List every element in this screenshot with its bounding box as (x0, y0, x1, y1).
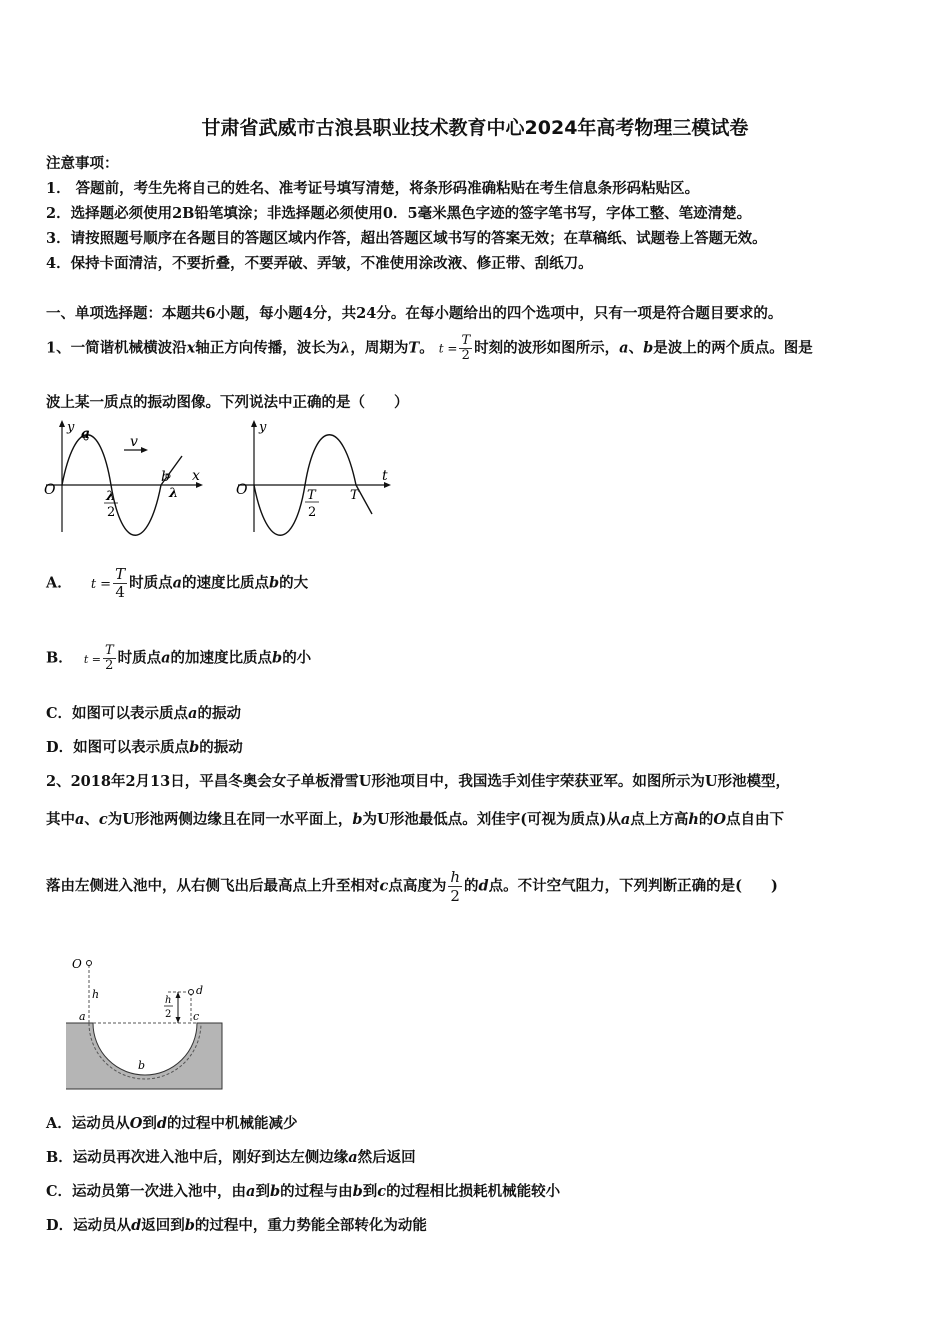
vib-half-T-den: 2 (308, 505, 317, 520)
q2-option-c[interactable]: C．运动员第一次进入池中，由a到b的过程与由b到c的过程相比损耗机械能较小 (46, 1183, 561, 1200)
notice-item-4: 4．保持卡面清洁，不要折叠，不要弄破、弄皱，不准使用涂改液、修正带、刮纸刀。 (46, 255, 593, 272)
vib-y-label: y (259, 420, 267, 435)
q1-option-d[interactable]: D．如图可以表示质点b的振动 (46, 739, 243, 756)
vib-t-label: t (382, 468, 388, 484)
pool-b-label: b (138, 1059, 146, 1072)
q2-line3: 落由左侧进入池中，从右侧飞出后最高点上升至相对c点高度为 $\frac{h}{2}$ 的d点。不计空气阻力，下列判断正确的是( ) (46, 868, 778, 905)
q1-line1: 1、一简谐机械横波沿x轴正方向传播，波长为λ，周期为T。 t = $\frac{T}{2}$ 时刻的波形如图所示，a、b是波上的两个质点。图是 (46, 333, 813, 363)
vibration-graph (232, 418, 402, 536)
wave-point-b-label: b (161, 469, 170, 485)
notice-item-2: 2．选择题必须使用2B铅笔填涂；非选择题必须使用0．5毫米黑色字迹的签字笔书写，字体工整、笔迹清楚。 (46, 205, 752, 222)
q2-option-d[interactable]: D．运动员从d返回到b的过程中，重力势能全部转化为动能 (46, 1217, 427, 1234)
wave-half-lambda-num: λ (106, 489, 116, 504)
wave-point-a-label: a (81, 426, 91, 442)
section-heading: 一、单项选择题：本题共6小题，每小题4分，共24分。在每小题给出的四个选项中，只有一项是符合题目要求的。 (46, 305, 783, 322)
pool-O-label: O (72, 957, 82, 971)
wave-graph (40, 418, 210, 536)
q2-line1: 2、2018年2月13日，平昌冬奥会女子单板滑雪U形池项目中，我国选手刘佳宇荣获亚军。如图所示为U形池模型， (46, 773, 790, 790)
pool-a-label: a (79, 1010, 86, 1023)
q1-option-c[interactable]: C．如图可以表示质点a的振动 (46, 705, 241, 722)
pool-c-label: c (193, 1010, 200, 1023)
wave-x-label: x (192, 468, 200, 484)
vib-T-label: T (350, 488, 359, 503)
notice-item-3: 3．请按照题号顺序在各题目的答题区域内作答，超出答题区域书写的答案无效；在草稿纸、试题卷上答题无效。 (46, 230, 767, 247)
wave-lambda-label: λ (169, 486, 179, 501)
notice-item-1: 1． 答题前，考生先将自己的姓名、准考证号填写清楚，将条形码准确粘贴在考生信息条形码粘贴区。 (46, 180, 700, 197)
wave-y-label: y (67, 420, 75, 435)
page-title: 甘肃省武威市古浪县职业技术教育中心2024年高考物理三模试卷 (201, 117, 749, 139)
q2-option-a[interactable]: A．运动员从O到d的过程中机械能减少 (46, 1115, 298, 1132)
q1-option-b[interactable]: B． t = $\frac{T}{2}$ 时质点a的加速度比质点b的小 (46, 643, 312, 673)
vib-origin-label: O (236, 482, 248, 498)
u-pool-diagram (66, 952, 236, 1094)
pool-h-label: h (92, 988, 100, 1001)
pool-d-label: d (196, 984, 204, 997)
wave-v-label: v (130, 434, 138, 450)
q2-line2: 其中a、c为U形池两侧边缘且在同一水平面上，b为U形池最低点。刘佳宇(可视为质点)从a点上方高h的O点自由下 (46, 811, 785, 828)
wave-origin-label: O (44, 482, 56, 498)
q1-line2: 波上某一质点的振动图像。下列说法中正确的是（ ） (46, 394, 409, 411)
notice-heading: 注意事项： (46, 155, 119, 172)
pool-h2-num: h (165, 995, 172, 1006)
wave-half-lambda-den: 2 (107, 505, 116, 520)
q2-option-b[interactable]: B．运动员再次进入池中后，刚好到达左侧边缘a然后返回 (46, 1149, 416, 1166)
vib-half-T-num: T (307, 488, 316, 503)
q1-option-a[interactable]: A． t = $\frac{T}{4}$ 时质点a的速度比质点b的大 (46, 565, 309, 601)
fraction-T-over-2: $\frac{T}{2}$ (461, 333, 471, 363)
pool-h2-den: 2 (165, 1009, 172, 1020)
